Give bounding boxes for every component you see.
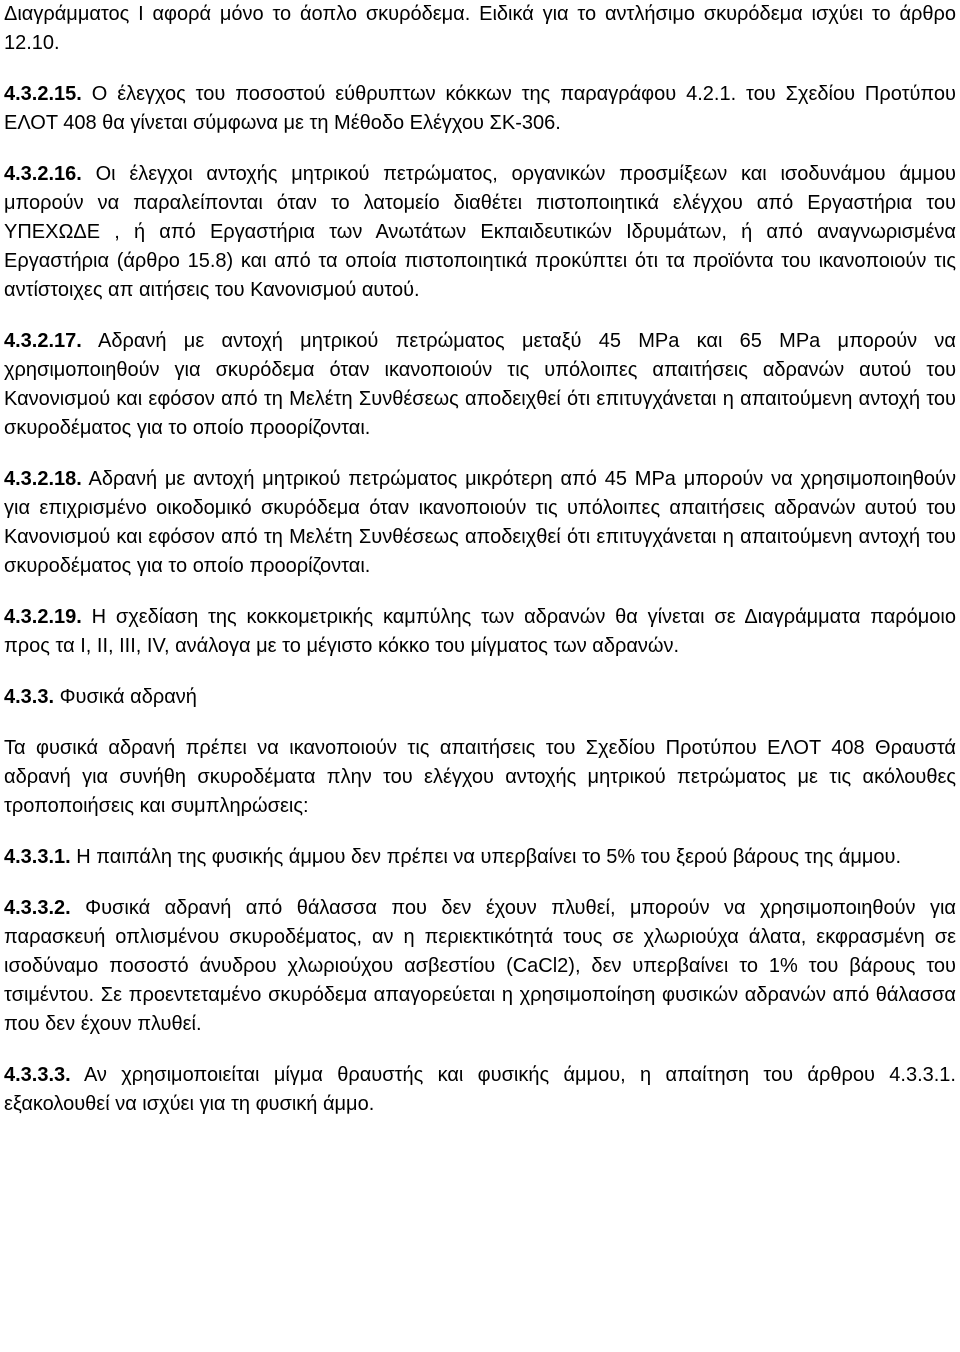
section-heading-4-3-3 xyxy=(4,683,956,712)
paragraph-text: Οι έλεγχοι αντοχής μητρικού πετρώματος, οργανικών προσμίξεων και ισοδυνάμου άμμου μπορούν να παραλείπονται όταν το λατομείο διαθέτει πιστοποιητικά ελέγχου από Εργαστήρια του ΥΠΕΧΩΔΕ , ή από Εργαστήρια των Ανωτάτων Εκπαιδευτικών Ιδρυμάτων, ή από αναγνωρισμένα Εργαστήρια (άρθρο 15.8) και από τα οποία πιστοποιητικά προκύπτει ότι τα προϊόντα του ικανοποιούν τις αντίστοιχες απ αιτήσεις του Κανονισμού αυτού. xyxy=(4,163,956,301)
paragraph-4-3-3-1 xyxy=(4,843,956,872)
paragraph-text: Η σχεδίαση της κοκκομετρικής καμπύλης των αδρανών θα γίνεται σε Διαγράμματα παρόμοιο προς τα I, II, III, IV, ανάλογα με το μέγιστο κόκκο του μίγματος των αδρανών. xyxy=(4,606,956,657)
section-number: 4.3.3.3. xyxy=(4,1064,71,1086)
section-number: 4.3.2.17. xyxy=(4,330,82,352)
paragraph-4-3-2-19 xyxy=(4,603,956,661)
paragraph-text: Φυσικά αδρανή από θάλασσα που δεν έχουν πλυθεί, μπορούν να χρησιμοποιηθούν για παρασκευή οπλισμένου σκυροδέματος, αν η περιεκτικότητά τους σε χλωριούχα άλατα, εκφρασμένη σε ισοδύναμο ποσοστό άνυδρου χλωριούχου ασβεστίου (CaCl2), δεν υπερβαίνει το 1% του βάρους του τσιμέντου. Σε προεντεταμένο σκυρόδεμα απαγορεύεται η χρησιμοποίηση φυσικών αδρανών από θάλασσα που δεν έχουν πλυθεί. xyxy=(4,897,956,1035)
paragraph-text: Η παιπάλη της φυσικής άμμου δεν πρέπει να υπερβαίνει το 5% του ξερού βάρους της άμμου. xyxy=(70,846,902,868)
section-number: 4.3.2.18. xyxy=(4,468,82,490)
section-title: Φυσικά αδρανή xyxy=(54,686,197,708)
paragraph-4-3-2-18 xyxy=(4,465,956,581)
paragraph-text: Ο έλεγχος του ποσοστού εύθρυπτων κόκκων της παραγράφου 4.2.1. του Σχεδίου Προτύπου ΕΛΟΤ 408 θα γίνεται σύμφωνα με τη Μέθοδο Ελέγχου ΣΚ-306. xyxy=(4,83,956,134)
paragraph-4-3-3-2 xyxy=(4,894,956,1039)
section-number: 4.3.3.2. xyxy=(4,897,71,919)
section-number: 4.3.3.1. xyxy=(4,846,71,868)
paragraph-text: Τα φυσικά αδρανή πρέπει να ικανοποιούν τις απαιτήσεις του Σχεδίου Προτύπου ΕΛΟΤ 408 Θραυστά αδρανή για συνήθη σκυροδέματα πλην του ελέγχου αντοχής μητρικού πετρώματος με τις ακόλουθες τροποποιήσεις και συμπληρώσεις: xyxy=(4,737,956,817)
paragraph-continuation xyxy=(4,0,956,58)
paragraph-text: Αν χρησιμοποιείται μίγμα θραυστής και φυσικής άμμου, η απαίτηση του άρθρου 4.3.3.1. εξακολουθεί να ισχύει για τη φυσική άμμο. xyxy=(4,1064,956,1115)
section-number: 4.3.3. xyxy=(4,686,55,708)
section-number: 4.3.2.19. xyxy=(4,606,82,628)
section-number: 4.3.2.15. xyxy=(4,83,82,105)
section-number: 4.3.2.16. xyxy=(4,163,82,185)
paragraph-intro-natural-aggregates xyxy=(4,734,956,821)
paragraph-text: Αδρανή με αντοχή μητρικού πετρώματος μεταξύ 45 MPa και 65 MPa μπορούν να χρησιμοποιηθούν για σκυρόδεμα όταν ικανοποιούν τις υπόλοιπες απαιτήσεις αδρανών αυτού του Κανονισμού και εφόσον από τη Μελέτη Συνθέσεως αποδειχθεί ότι επιτυγχάνεται η απαιτούμενη αντοχή του σκυροδέματος για το οποίο προορίζονται. xyxy=(4,330,956,439)
paragraph-4-3-2-16 xyxy=(4,160,956,305)
paragraph-4-3-2-15 xyxy=(4,80,956,138)
paragraph-text: Αδρανή με αντοχή μητρικού πετρώματος μικρότερη από 45 MPa μπορούν να χρησιμοποιηθούν για επιχρισμένο οικοδομικό σκυρόδεμα όταν ικανοποιούν τις υπόλοιπες απαιτήσεις αδρανών αυτού του Κανονισμού και εφόσον από τη Μελέτη Συνθέσεως αποδειχθεί ότι επιτυγχάνεται η απαιτούμενη αντοχή του σκυροδέματος για το οποίο προορίζονται. xyxy=(4,468,956,577)
paragraph-text: Διαγράμματος Ι αφορά μόνο το άοπλο σκυρόδεμα. Ειδικά για το αντλήσιμο σκυρόδεμα ισχύει το άρθρο 12.10. xyxy=(4,3,956,54)
paragraph-4-3-3-3 xyxy=(4,1061,956,1119)
paragraph-4-3-2-17 xyxy=(4,327,956,443)
